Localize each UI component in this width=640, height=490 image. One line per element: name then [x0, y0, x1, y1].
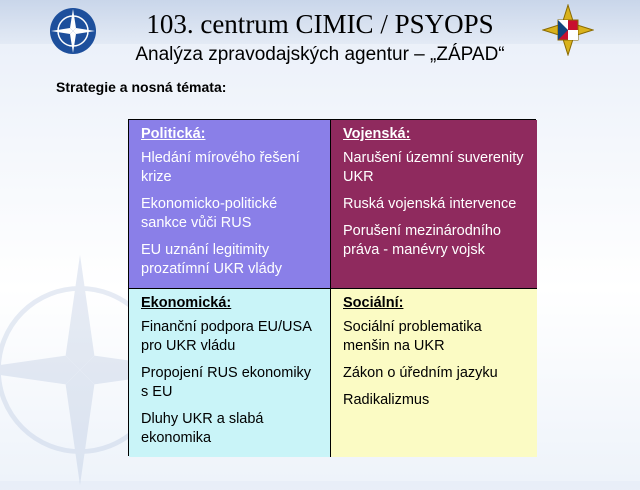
quadrant-politicka — [129, 120, 331, 289]
list-item: EU uznání legitimity prozatímní UKR vlády — [141, 242, 283, 277]
quadrant-vojenska — [331, 120, 537, 289]
list-item: Ekonomicko-politické sankce vůči RUS — [141, 196, 278, 231]
list-item: Narušení územní suverenity UKR — [343, 150, 524, 185]
quadrant-socialni — [331, 289, 537, 457]
quadrant-title: Politická: — [141, 126, 206, 142]
list-item: Propojení RUS ekonomiky s EU — [141, 365, 312, 400]
quadrant-title: Vojenská: — [343, 126, 411, 142]
page-subtitle: Analýza zpravodajských agentur – „ZÁPAD“ — [135, 44, 505, 65]
section-heading: Strategie a nosná témata: — [56, 79, 227, 95]
quadrant-ekonomicka — [129, 289, 331, 457]
list-item: Radikalizmus — [343, 392, 430, 408]
list-item: Dluhy UKR a slabá ekonomika — [141, 411, 264, 446]
list-item: Hledání mírového řešení krize — [141, 150, 300, 185]
list-item: Ruská vojenská intervence — [343, 196, 517, 212]
quadrant-title: Ekonomická: — [141, 295, 232, 311]
list-item: Porušení mezinárodního práva - manévry vojsk — [343, 223, 501, 258]
list-item: Finanční podpora EU/USA pro UKR vládu — [141, 319, 312, 354]
list-item: Zákon o úředním jazyku — [343, 365, 498, 381]
quadrant-title: Sociální: — [343, 295, 404, 311]
list-item: Sociální problematika menšin na UKR — [343, 319, 482, 354]
themes-grid — [128, 119, 536, 456]
page-title: 103. centrum CIMIC / PSYOPS — [146, 9, 494, 39]
